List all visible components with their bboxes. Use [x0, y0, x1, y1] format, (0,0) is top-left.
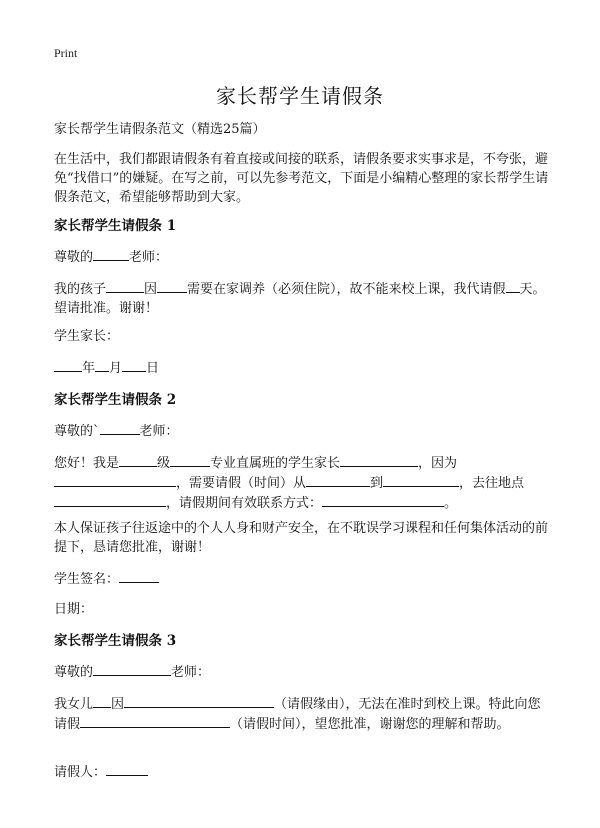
- reason-blank: [157, 279, 187, 293]
- greeting-prefix: 尊敬的: [54, 250, 94, 265]
- greeting-suffix: 老师：: [139, 424, 179, 439]
- parent-name-blank: [340, 453, 418, 467]
- year-label: 年: [82, 361, 96, 376]
- body-text: 我的孩子: [54, 282, 107, 297]
- body-text: ，去往地点: [459, 476, 525, 491]
- signature-blank: [119, 569, 159, 583]
- greeting-prefix: 尊敬的: [54, 665, 94, 680]
- section-1-greeting: [54, 247, 550, 267]
- leave-time-blank: [80, 714, 230, 728]
- daughter-name-blank: [93, 694, 111, 708]
- teacher-name-blank: [93, 662, 171, 676]
- body-text: ，因为: [418, 456, 458, 471]
- signature-label: 学生签名：: [54, 572, 120, 587]
- section-2-heading: 家长帮学生请假条 2: [54, 392, 177, 408]
- month-blank: [95, 358, 109, 372]
- body-text: （请假缘由），无法在准时到校上课。特此向您请假: [54, 697, 541, 732]
- section-2-greeting: [54, 421, 550, 441]
- section-3-heading: 家长帮学生请假条 3: [54, 633, 177, 649]
- section-1-date: [54, 358, 550, 378]
- section-2-guarantee: 本人保证孩子往返途中的个人人身和财产安全，在不耽误学习课程和任何集体活动的前提下，恳请您批准，谢谢！: [54, 521, 549, 555]
- section-3-body: [54, 694, 550, 734]
- reason-blank: [54, 473, 176, 487]
- grade-blank: [119, 453, 157, 467]
- requester-blank: [106, 762, 148, 776]
- body-text: ，需要请假（时间）从: [176, 476, 307, 491]
- body-text: 级: [157, 456, 171, 471]
- body-text: 您好！我是: [54, 456, 120, 471]
- body-text: 到: [370, 476, 384, 491]
- body-text: （请假时间），望您批准，谢谢您的理解和帮助。: [230, 717, 510, 732]
- greeting-suffix: 老师：: [129, 250, 169, 265]
- section-3-greeting: [54, 662, 550, 682]
- body-text: 我女儿: [54, 697, 94, 712]
- contact-blank: [322, 493, 444, 507]
- document-subtitle: 家长帮学生请假条范文（精选25篇）: [54, 122, 266, 137]
- body-text: 需要在家调养（必须住院），故不能来校上课，我代请假: [187, 282, 506, 297]
- section-2-date: 日期：: [54, 602, 94, 617]
- end-time-blank: [383, 473, 459, 487]
- day-label: 日: [146, 361, 160, 376]
- print-link[interactable]: Print: [54, 46, 78, 60]
- section-2-body: [54, 453, 550, 513]
- body-text: 因: [111, 697, 125, 712]
- section-1-body: [54, 279, 550, 318]
- destination-blank: [54, 493, 166, 507]
- major-blank: [170, 453, 210, 467]
- days-blank: [506, 279, 520, 293]
- requester-label: 请假人：: [54, 765, 107, 780]
- start-time-blank: [306, 473, 370, 487]
- body-text: 天。望请批准。谢谢！: [54, 282, 546, 316]
- month-label: 月: [109, 361, 123, 376]
- body-text: 专业直属班的学生家长: [210, 456, 341, 471]
- section-2-signature: [54, 569, 550, 589]
- teacher-name-blank: [93, 247, 129, 261]
- greeting-suffix: 老师：: [171, 665, 211, 680]
- reason-blank: [124, 694, 274, 708]
- teacher-name-blank: [100, 421, 140, 435]
- body-text: 因: [144, 282, 158, 297]
- section-1-parent: 学生家长：: [54, 329, 120, 344]
- section-1-heading: 家长帮学生请假条 1: [54, 218, 177, 234]
- greeting-prefix: 尊敬的`: [54, 424, 100, 439]
- day-blank: [122, 358, 146, 372]
- child-name-blank: [106, 279, 144, 293]
- body-text: ，请假期间有效联系方式：: [166, 496, 323, 511]
- section-3-requester: [54, 762, 550, 782]
- intro-paragraph: 在生活中，我们都跟请假条有着直接或间接的联系，请假条要求实事求是，不夸张，避免“找借口”的嫌疑。在写之前，可以先参考范文，下面是小编精心整理的家长帮学生请假条范文，希望能够帮助到大家。: [54, 152, 549, 205]
- year-blank: [54, 358, 82, 372]
- body-text: 。: [444, 496, 458, 511]
- document-title: 家长帮学生请假条: [216, 84, 384, 108]
